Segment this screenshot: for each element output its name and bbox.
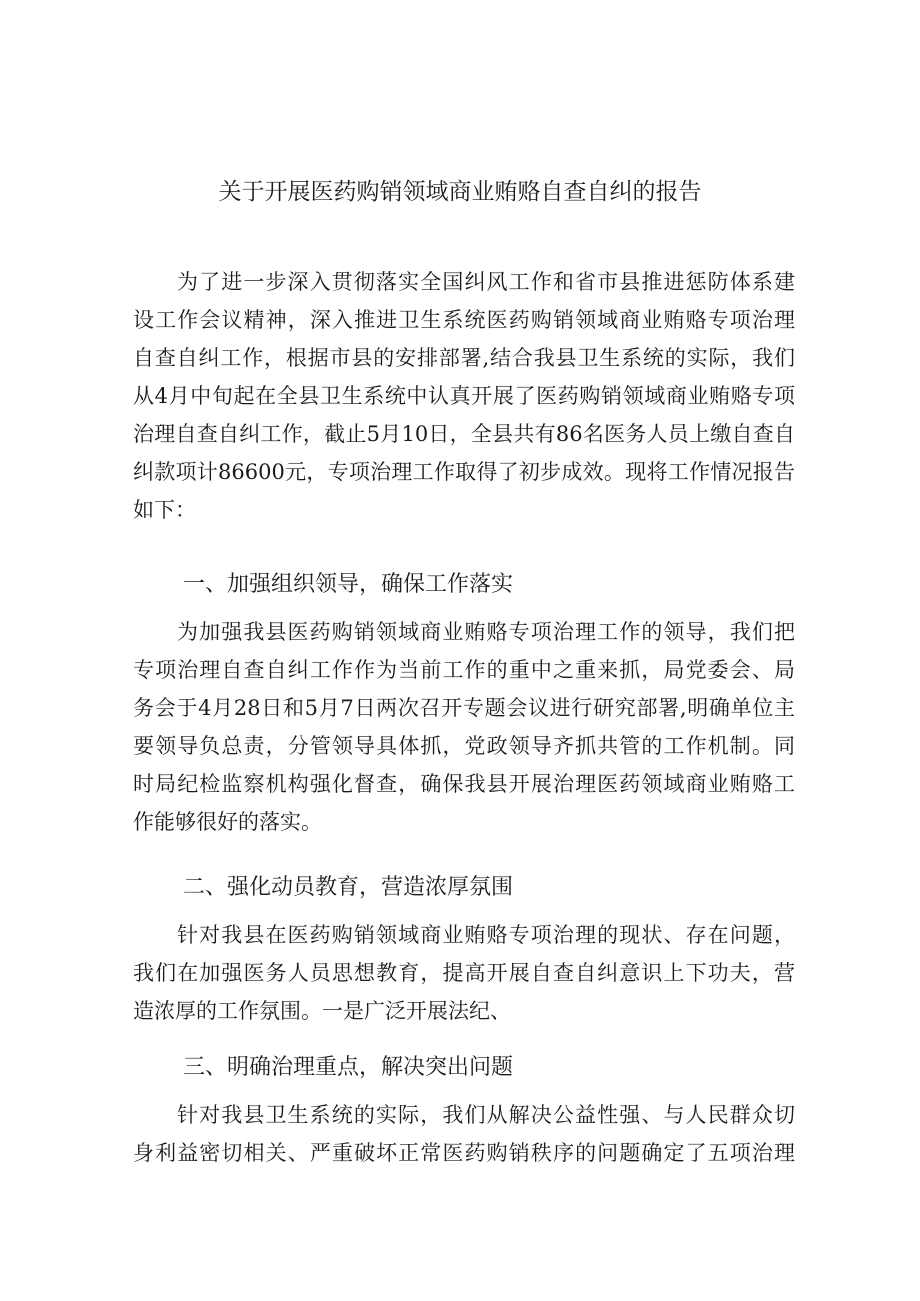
intro-line: 设工作会议精神，深入推进卫生系统医药购销领域商业贿赂专项治理 bbox=[133, 308, 795, 332]
section-2-line: 针对我县在医药购销领域商业贿赂专项治理的现状、存在问题， bbox=[177, 923, 795, 947]
intro-line: 纠款项计86600元，专项治理工作取得了初步成效。现将工作情况报告 bbox=[133, 460, 795, 484]
section-2-paragraph bbox=[133, 916, 795, 1030]
section-heading-2: 二、强化动员教育，营造浓厚氛围 bbox=[183, 875, 514, 900]
section-1-line: 务会于4月28日和5月7日两次召开专题会议进行研究部署,明确单位主 bbox=[133, 696, 795, 720]
intro-paragraph bbox=[133, 263, 795, 529]
intro-line: 为了进一步深入贯彻落实全国纠风工作和省市县推进惩防体系建 bbox=[177, 270, 795, 294]
intro-line: 从4月中旬起在全县卫生系统中认真开展了医药购销领域商业贿赂专项 bbox=[133, 384, 795, 408]
section-2-line: 造浓厚的工作氛围。一是广泛开展法纪、 bbox=[133, 999, 511, 1023]
section-1-line: 为加强我县医药购销领域商业贿赂专项治理工作的领导，我们把 bbox=[177, 620, 795, 644]
section-heading-1: 一、加强组织领导，确保工作落实 bbox=[183, 572, 514, 597]
section-1-line: 专项治理自查自纠工作作为当前工作的重中之重来抓，局党委会、局 bbox=[133, 658, 795, 682]
section-3-line: 针对我县卫生系统的实际，我们从解决公益性强、与人民群众切 bbox=[177, 1103, 795, 1127]
intro-line: 治理自查自纠工作，截止5月10日，全县共有86名医务人员上缴自查自 bbox=[133, 422, 795, 446]
section-3-paragraph bbox=[133, 1096, 795, 1172]
intro-line: 如下： bbox=[133, 498, 196, 522]
section-3-line: 身利益密切相关、严重破坏正常医药购销秩序的问题确定了五项治理 bbox=[133, 1141, 795, 1165]
document-title: 关于开展医药购销领域商业贿赂自查自纠的报告 bbox=[218, 179, 702, 205]
section-2-line: 我们在加强医务人员思想教育，提高开展自查自纠意识上下功夫，营 bbox=[133, 961, 795, 985]
section-1-line: 要领导负总责，分管领导具体抓，党政领导齐抓共管的工作机制。同 bbox=[133, 734, 795, 758]
section-1-line: 作能够很好的落实。 bbox=[133, 810, 322, 834]
section-1-paragraph bbox=[133, 613, 795, 841]
section-heading-3: 三、明确治理重点，解决突出问题 bbox=[183, 1055, 514, 1080]
section-1-line: 时局纪检监察机构强化督查，确保我县开展治理医药领域商业贿赂工 bbox=[133, 772, 795, 796]
intro-line: 自查自纠工作，根据市县的安排部署,结合我县卫生系统的实际，我们 bbox=[133, 346, 795, 370]
